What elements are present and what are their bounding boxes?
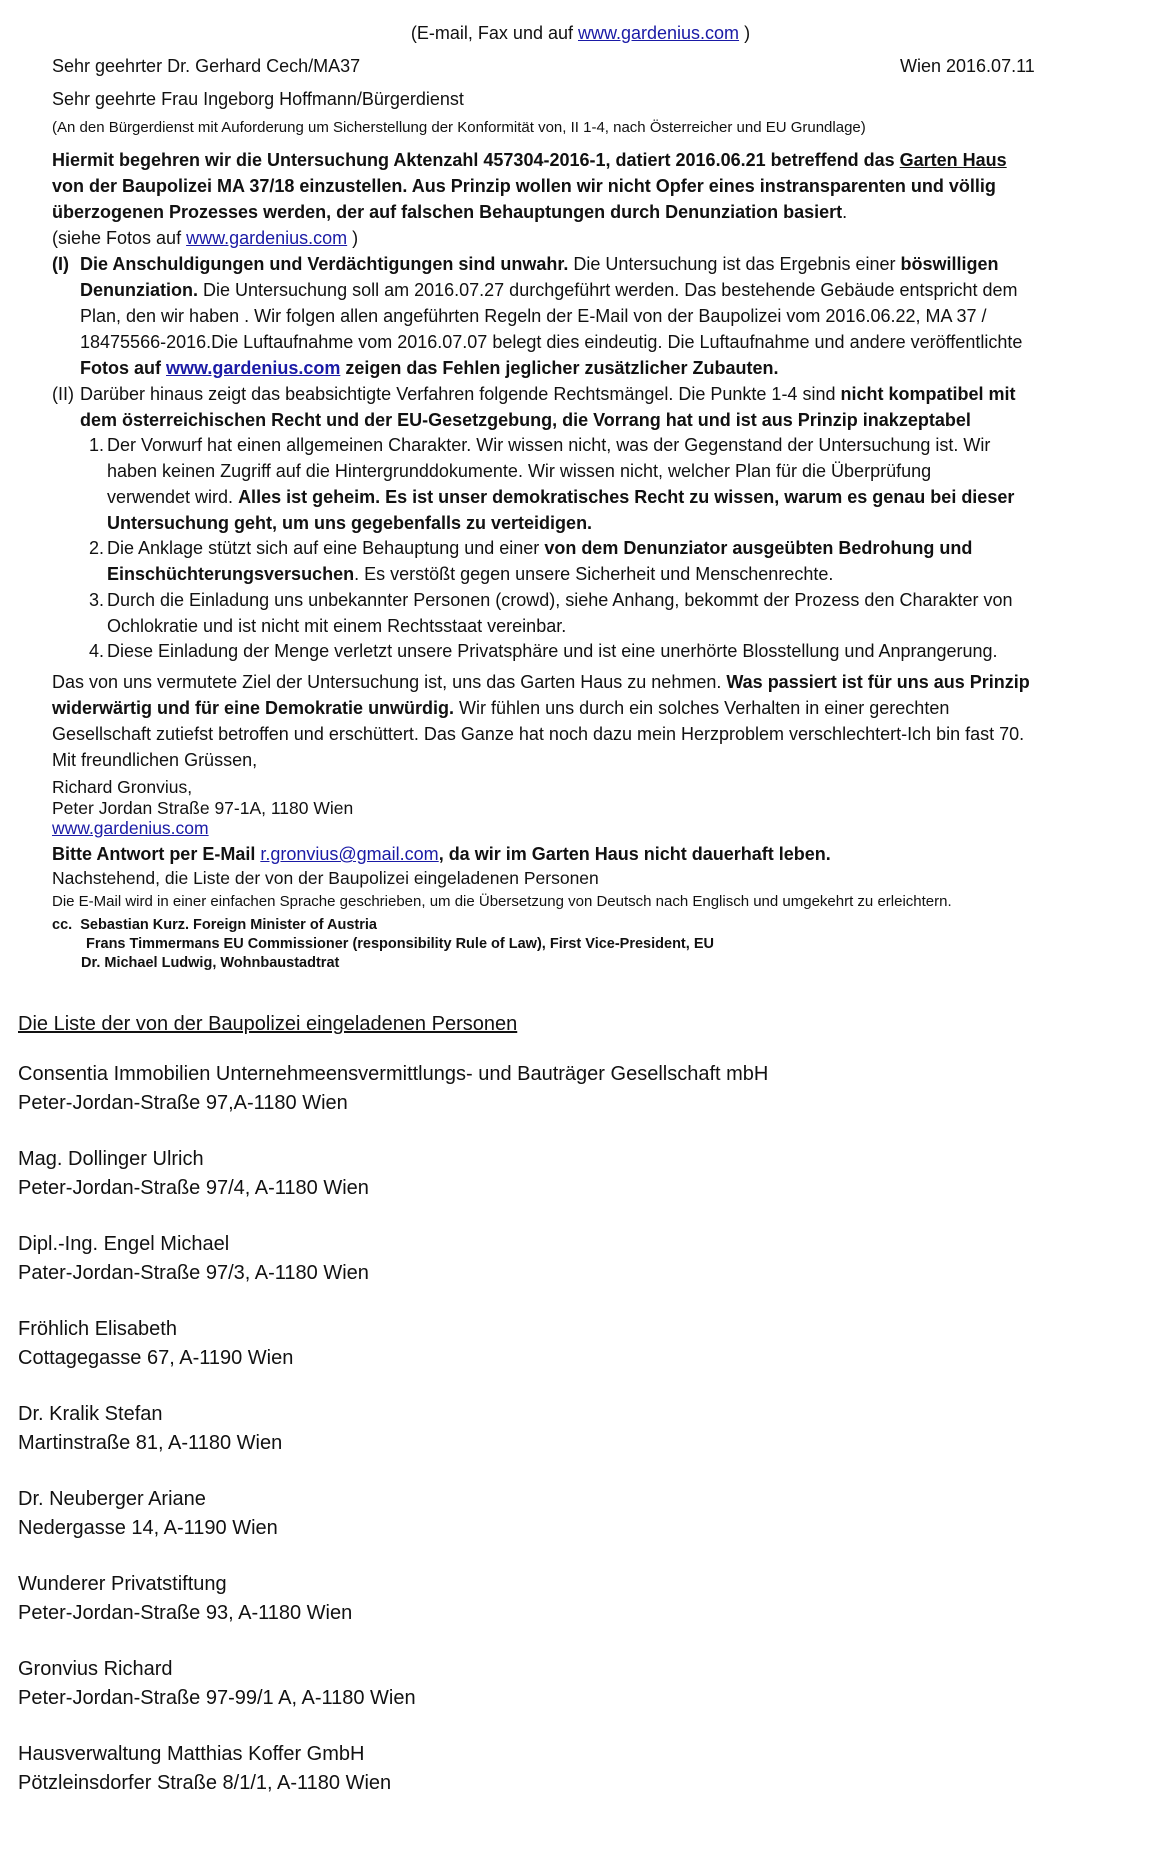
invitee-address: Peter-Jordan-Straße 97,A-1180 Wien [18, 1092, 348, 1114]
invitee-name: Dr. Kralik Stefan [18, 1403, 163, 1425]
invitee-address: Cottagegasse 67, A-1190 Wien [18, 1347, 294, 1369]
legal-point-2-number: 2. [89, 538, 105, 558]
sender-address: Peter Jordan Straße 97-1A, 1180 Wien [52, 798, 354, 818]
section-1-line-2-bold: Denunziation. [80, 280, 198, 300]
section-2-line-2: dem österreichischen Recht und der EU-Gesetzgebung, die Vorrang hat und ist aus Prinzip inakzeptabel [80, 410, 971, 430]
sender-website-text[interactable]: www.gardenius.com [52, 818, 209, 838]
section-1-line-1-bold-2: böswilligen [900, 254, 999, 274]
legal-point-2 [89, 535, 1119, 587]
header-contact-suffix: ) [739, 23, 751, 43]
reply-request-suffix: , da wir im Garten Haus nicht dauerhaft leben. [438, 844, 831, 864]
intro-garten-haus: Garten Haus [899, 150, 1007, 170]
section-1-line-1: Die Untersuchung ist das Ergebnis einer [568, 254, 901, 274]
cc-line-2: Frans Timmermans EU Commissioner (responsibility Rule of Law), First Vice-President, EU [86, 936, 714, 952]
closing-greeting: Mit freundlichen Grüssen, [52, 750, 258, 770]
invitee-name: Wunderer Privatstiftung [18, 1573, 227, 1595]
header-contact-prefix: (E-mail, Fax und auf [410, 23, 578, 43]
legal-point-3 [89, 587, 1119, 639]
legal-point-2-line-1: Die Anklage stützt sich auf eine Behauptung und einer [107, 538, 545, 558]
legal-point-1 [89, 432, 1119, 536]
invitee-address: Peter-Jordan-Straße 97/4, A-1180 Wien [18, 1177, 369, 1199]
list-item [18, 1485, 278, 1543]
intro-line-3-end: . [842, 202, 848, 222]
intro-line-1: Hiermit begehren wir die Untersuchung Aktenzahl 457304-2016-1, datiert 2016.06.21 betreffend das [52, 150, 900, 170]
legal-point-4 [89, 638, 1119, 664]
letter-date: Wien 2016.07.11 [900, 56, 1035, 76]
sender-name: Richard Gronvius, [52, 777, 193, 797]
header-contact-line [0, 20, 1161, 46]
list-item [18, 1230, 369, 1288]
legal-point-2-line-2: . Es verstößt gegen unsere Sicherheit und Menschenrechte. [354, 564, 834, 584]
invitee-list-heading: Die Liste der von der Baupolizei eingeladenen Personen [18, 1013, 518, 1035]
reply-request [52, 841, 831, 867]
section-2 [52, 381, 1132, 433]
cc-label: cc. [52, 917, 73, 933]
legal-point-4-number: 4. [89, 641, 105, 661]
legal-point-1-line-4: Untersuchung geht, um uns gegebenfalls zu verteidigen. [107, 513, 593, 533]
sender-website-link[interactable] [52, 816, 209, 842]
invitee-name: Consentia Immobilien Unternehmeensvermittlungs- und Bauträger Gesellschaft mbH [18, 1063, 769, 1085]
cc-line-1: Sebastian Kurz. Foreign Minister of Austria [80, 917, 377, 933]
salutation-2: Sehr geehrte Frau Ingeborg Hoffmann/Bürgerdienst [52, 89, 464, 109]
intro-line-2: von der Baupolizei MA 37/18 einzustellen. Aus Prinzip wollen wir nicht Opfer eines instransparenten und völlig [52, 176, 996, 196]
header-website-link[interactable]: www.gardenius.com [577, 23, 740, 43]
invitee-name: Hausverwaltung Matthias Koffer GmbH [18, 1743, 365, 1765]
intro-paragraph [52, 147, 1112, 225]
section-1-website-link[interactable]: www.gardenius.com [166, 358, 341, 378]
photos-website-link[interactable]: www.gardenius.com [186, 228, 348, 248]
invitee-name: Gronvius Richard [18, 1658, 173, 1680]
invitee-name: Mag. Dollinger Ulrich [18, 1148, 204, 1170]
invitee-address: Pötzleinsdorfer Straße 8/1/1, A-1180 Wien [18, 1772, 392, 1794]
salutation-1: Sehr geehrter Dr. Gerhard Cech/MA37 [52, 56, 361, 76]
photos-line [52, 225, 358, 251]
section-2-line-1: Darüber hinaus zeigt das beabsichtigte Verfahren folgende Rechtsmängel. Die Punkte 1-4 sind [80, 384, 841, 404]
closing-line-2-bold: widerwärtig und für eine Demokratie unwürdig. [52, 698, 455, 718]
invitee-name: Dr. Neuberger Ariane [18, 1488, 206, 1510]
section-1-label: (I) [52, 254, 69, 274]
list-item [18, 1315, 293, 1373]
section-1-line-1-bold: Die Anschuldigungen und Verdächtigungen sind unwahr. [80, 254, 569, 274]
section-1-line-5-b: zeigen das Fehlen jeglicher zusätzlicher Zubauten. [340, 358, 779, 378]
invitee-address: Nedergasse 14, A-1190 Wien [18, 1517, 278, 1539]
closing-line-2: Wir fühlen uns durch ein solches Verhalten in einer gerechten [454, 698, 950, 718]
invitee-address: Peter-Jordan-Straße 93, A-1180 Wien [18, 1602, 353, 1624]
list-item [18, 1060, 768, 1118]
photos-prefix: (siehe Fotos auf [52, 228, 187, 248]
invitee-name: Fröhlich Elisabeth [18, 1318, 177, 1340]
section-1-line-2: Die Untersuchung soll am 2016.07.27 durchgeführt werden. Das bestehende Gebäude entspricht dem [198, 280, 1018, 300]
legal-point-3-line-2: Ochlokratie und ist nicht mit einem Rechtsstaat vereinbar. [107, 616, 567, 636]
reply-request-prefix: Bitte Antwort per E-Mail [52, 844, 261, 864]
invitee-address: Pater-Jordan-Straße 97/3, A-1180 Wien [18, 1262, 369, 1284]
section-2-label: (II) [52, 384, 74, 404]
closing-paragraph [52, 669, 1112, 773]
closing-line-1: Das von uns vermutete Ziel der Untersuchung ist, uns das Garten Haus zu nehmen. [52, 672, 727, 692]
cc-block [52, 916, 714, 973]
section-1-line-3: Plan, den wir haben . Wir folgen allen angeführten Regeln der E-Mail von der Baupolizei vom 2016.06.22, MA 37 / [80, 306, 987, 326]
section-2-line-1-bold: nicht kompatibel mit [840, 384, 1016, 404]
intro-line-3: überzogenen Prozesses werden, der auf falschen Behauptungen durch Denunziation basiert [52, 202, 843, 222]
list-item [18, 1740, 391, 1798]
legal-point-1-line-3: verwendet wird. [107, 487, 239, 507]
closing-line-3: Gesellschaft zutiefst betroffen und erschüttert. Das Ganze hat noch dazu mein Herzproblem verschlechtert-Ich bin fast 70. [52, 724, 1025, 744]
cc-line-3: Dr. Michael Ludwig, Wohnbaustadtrat [81, 955, 340, 971]
list-item [18, 1570, 352, 1628]
list-item [18, 1145, 369, 1203]
list-note: Nachstehend, die Liste der von der Baupolizei eingeladenen Personen [52, 868, 599, 888]
invitee-address: Martinstraße 81, A-1180 Wien [18, 1432, 283, 1454]
invitee-name: Dipl.-Ing. Engel Michael [18, 1233, 230, 1255]
legal-point-2-line-2-bold: Einschüchterungsversuchen [107, 564, 355, 584]
section-1-line-4: 18475566-2016.Die Luftaufnahme vom 2016.07.07 belegt dies eindeutig. Die Luftaufnahme und andere veröffentlichte [80, 332, 1023, 352]
section-1-line-5-a: Fotos auf [80, 358, 166, 378]
reply-email-link[interactable]: r.gronvius@gmail.com [260, 844, 439, 864]
legal-point-4-line-1: Diese Einladung der Menge verletzt unsere Privatsphäre und ist eine unerhörte Blosstellung und Anprangerung. [107, 641, 998, 661]
section-1 [52, 251, 1132, 381]
legal-point-2-line-1-bold: von dem Denunziator ausgeübten Bedrohung und [544, 538, 973, 558]
legal-point-1-line-3-bold: Alles ist geheim. Es ist unser demokratisches Recht zu wissen, warum es genau bei dieser [238, 487, 1015, 507]
invitee-address: Peter-Jordan-Straße 97-99/1 A, A-1180 Wien [18, 1687, 416, 1709]
list-item [18, 1400, 282, 1458]
header-note: (An den Bürgerdienst mit Auforderung um Sicherstellung der Konformität von, II 1-4, nach Österreicher und EU Grundlage) [52, 119, 866, 136]
list-item [18, 1655, 416, 1713]
legal-point-1-line-1: Der Vorwurf hat einen allgemeinen Charakter. Wir wissen nicht, was der Gegenstand der Untersuchung ist. Wir [107, 435, 991, 455]
closing-line-1-bold: Was passiert ist für uns aus Prinzip [726, 672, 1030, 692]
language-note: Die E-Mail wird in einer einfachen Sprache geschrieben, um die Übersetzung von Deutsch nach Englisch und umgekehrt zu erleichtern. [52, 893, 952, 910]
legal-point-1-number: 1. [89, 435, 105, 455]
legal-point-1-line-2: haben keinen Zugriff auf die Hintergrunddokumente. Wir wissen nicht, welcher Plan für die Überprüfung [107, 461, 932, 481]
photos-suffix: ) [347, 228, 359, 248]
legal-point-3-number: 3. [89, 590, 105, 610]
legal-point-3-line-1: Durch die Einladung uns unbekannter Personen (crowd), siehe Anhang, bekommt der Prozess den Charakter von [107, 590, 1013, 610]
